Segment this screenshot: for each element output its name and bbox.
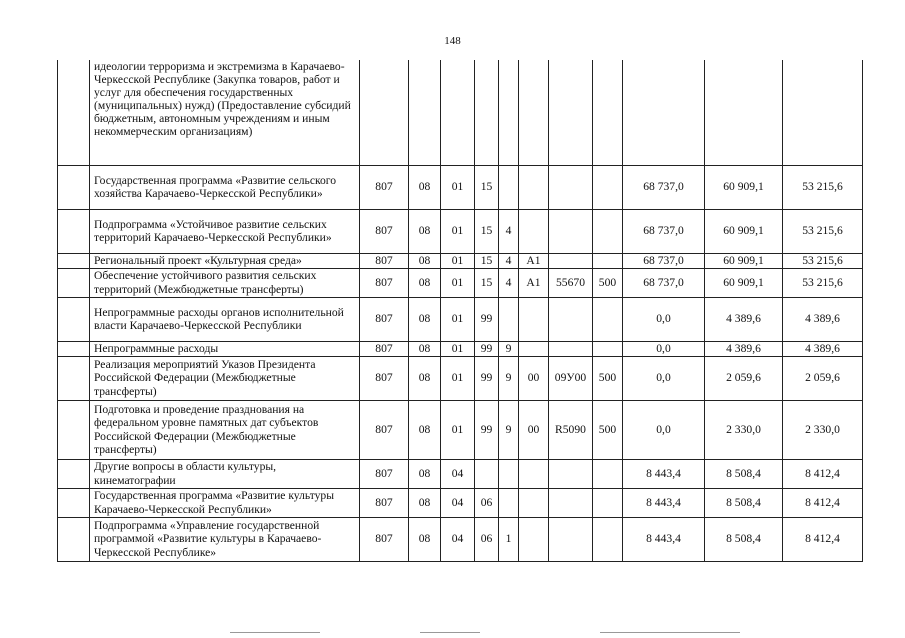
expense-type-cell bbox=[593, 209, 623, 253]
section-code-cell: 08 bbox=[409, 400, 441, 459]
empty-cell bbox=[58, 297, 90, 341]
row-name-cell: Государственная программа «Развитие сельского хозяйства Карачаево-Черкесской Республики» bbox=[90, 165, 360, 209]
ministry-code-cell: 807 bbox=[360, 268, 409, 297]
empty-cell bbox=[58, 165, 90, 209]
program-code-cell: 15 bbox=[475, 253, 499, 268]
amount-col1-cell: 0,0 bbox=[623, 356, 705, 400]
table-row bbox=[58, 341, 863, 356]
amount-col2-cell: 60 909,1 bbox=[705, 209, 783, 253]
amount-col3-cell: 8 412,4 bbox=[783, 488, 863, 517]
program-code-cell: 99 bbox=[475, 297, 499, 341]
program-code-cell bbox=[475, 459, 499, 488]
subsection-code-cell: 04 bbox=[441, 488, 475, 517]
page-number: 148 bbox=[444, 35, 461, 47]
row-name-cell: Государственная программа «Развитие культуры Карачаево-Черкесской Республики» bbox=[90, 488, 360, 517]
subsection-code-cell: 01 bbox=[441, 341, 475, 356]
empty-cell bbox=[58, 517, 90, 561]
expense-type-cell bbox=[593, 297, 623, 341]
amount-col3-cell: 2 330,0 bbox=[783, 400, 863, 459]
amount-col2-cell: 60 909,1 bbox=[705, 268, 783, 297]
table-row bbox=[58, 253, 863, 268]
direction-code-cell bbox=[549, 209, 593, 253]
row-name-cell: Другие вопросы в области культуры, кинематографии bbox=[90, 459, 360, 488]
direction-code-cell bbox=[549, 253, 593, 268]
subprogram-code-cell bbox=[499, 60, 519, 165]
amount-col1-cell: 68 737,0 bbox=[623, 268, 705, 297]
amount-col1-cell: 0,0 bbox=[623, 341, 705, 356]
program-code-cell: 15 bbox=[475, 209, 499, 253]
subsection-code-cell: 04 bbox=[441, 459, 475, 488]
table-row bbox=[58, 517, 863, 561]
row-name-cell: идеологии терроризма и экстремизма в Карачаево-Черкесской Республике (Закупка товаров, работ и услуг для обеспечения государственных (муниципальных) нужд) (Предоставление субсидий бюджетным, автономным учреждениям и иным некоммерческим организациям) bbox=[90, 60, 360, 165]
section-code-cell bbox=[409, 60, 441, 165]
empty-cell bbox=[58, 400, 90, 459]
row-name-cell: Региональный проект «Культурная среда» bbox=[90, 253, 360, 268]
expense-type-cell bbox=[593, 488, 623, 517]
ministry-code-cell: 807 bbox=[360, 297, 409, 341]
empty-cell bbox=[58, 488, 90, 517]
amount-col2-cell: 60 909,1 bbox=[705, 165, 783, 209]
program-code-cell: 99 bbox=[475, 341, 499, 356]
row-name-cell: Реализация мероприятий Указов Президента Российской Федерации (Межбюджетные трансферты) bbox=[90, 356, 360, 400]
row-name-cell: Непрограммные расходы органов исполнительной власти Карачаево-Черкесской Республики bbox=[90, 297, 360, 341]
project-code-cell bbox=[519, 209, 549, 253]
ministry-code-cell: 807 bbox=[360, 459, 409, 488]
amount-col3-cell: 4 389,6 bbox=[783, 297, 863, 341]
subsection-code-cell: 01 bbox=[441, 268, 475, 297]
expense-type-cell: 500 bbox=[593, 400, 623, 459]
ministry-code-cell: 807 bbox=[360, 165, 409, 209]
direction-code-cell: R5090 bbox=[549, 400, 593, 459]
amount-col1-cell bbox=[623, 60, 705, 165]
subsection-code-cell: 01 bbox=[441, 253, 475, 268]
amount-col2-cell: 4 389,6 bbox=[705, 297, 783, 341]
amount-col3-cell: 53 215,6 bbox=[783, 268, 863, 297]
amount-col3-cell: 53 215,6 bbox=[783, 253, 863, 268]
amount-col3-cell: 8 412,4 bbox=[783, 459, 863, 488]
program-code-cell: 99 bbox=[475, 400, 499, 459]
ministry-code-cell: 807 bbox=[360, 488, 409, 517]
direction-code-cell bbox=[549, 341, 593, 356]
scan-artifact bbox=[230, 632, 320, 633]
row-name-cell: Обеспечение устойчивого развития сельских территорий (Межбюджетные трансферты) bbox=[90, 268, 360, 297]
amount-col3-cell: 53 215,6 bbox=[783, 165, 863, 209]
direction-code-cell: 09У00 bbox=[549, 356, 593, 400]
subprogram-code-cell: 4 bbox=[499, 268, 519, 297]
project-code-cell bbox=[519, 488, 549, 517]
empty-cell bbox=[58, 268, 90, 297]
table-row bbox=[58, 297, 863, 341]
project-code-cell: 00 bbox=[519, 400, 549, 459]
amount-col2-cell: 4 389,6 bbox=[705, 341, 783, 356]
section-code-cell: 08 bbox=[409, 356, 441, 400]
subsection-code-cell: 01 bbox=[441, 209, 475, 253]
project-code-cell: A1 bbox=[519, 253, 549, 268]
scan-artifact bbox=[420, 632, 480, 633]
program-code-cell bbox=[475, 60, 499, 165]
project-code-cell bbox=[519, 341, 549, 356]
table-row bbox=[58, 165, 863, 209]
ministry-code-cell: 807 bbox=[360, 253, 409, 268]
table-row bbox=[58, 209, 863, 253]
table-row bbox=[58, 356, 863, 400]
row-name-cell: Подпрограмма «Управление государственной программой «Развитие культуры в Карачаево-Черкесской Республике» bbox=[90, 517, 360, 561]
ministry-code-cell: 807 bbox=[360, 400, 409, 459]
table-row bbox=[58, 459, 863, 488]
expense-type-cell bbox=[593, 341, 623, 356]
project-code-cell: 00 bbox=[519, 356, 549, 400]
scan-artifact bbox=[600, 632, 740, 633]
expense-type-cell bbox=[593, 253, 623, 268]
section-code-cell: 08 bbox=[409, 165, 441, 209]
section-code-cell: 08 bbox=[409, 268, 441, 297]
amount-col2-cell bbox=[705, 60, 783, 165]
subprogram-code-cell: 4 bbox=[499, 253, 519, 268]
direction-code-cell bbox=[549, 297, 593, 341]
amount-col1-cell: 8 443,4 bbox=[623, 488, 705, 517]
empty-cell bbox=[58, 60, 90, 165]
expense-type-cell: 500 bbox=[593, 268, 623, 297]
direction-code-cell bbox=[549, 60, 593, 165]
program-code-cell: 15 bbox=[475, 165, 499, 209]
program-code-cell: 06 bbox=[475, 517, 499, 561]
amount-col3-cell: 4 389,6 bbox=[783, 341, 863, 356]
amount-col3-cell bbox=[783, 60, 863, 165]
amount-col2-cell: 8 508,4 bbox=[705, 488, 783, 517]
direction-code-cell bbox=[549, 488, 593, 517]
amount-col1-cell: 0,0 bbox=[623, 400, 705, 459]
project-code-cell bbox=[519, 297, 549, 341]
project-code-cell bbox=[519, 517, 549, 561]
amount-col1-cell: 68 737,0 bbox=[623, 165, 705, 209]
ministry-code-cell: 807 bbox=[360, 517, 409, 561]
subprogram-code-cell: 9 bbox=[499, 341, 519, 356]
subprogram-code-cell: 1 bbox=[499, 517, 519, 561]
subsection-code-cell: 01 bbox=[441, 356, 475, 400]
subprogram-code-cell: 9 bbox=[499, 400, 519, 459]
section-code-cell: 08 bbox=[409, 297, 441, 341]
empty-cell bbox=[58, 356, 90, 400]
project-code-cell bbox=[519, 459, 549, 488]
direction-code-cell bbox=[549, 517, 593, 561]
amount-col1-cell: 0,0 bbox=[623, 297, 705, 341]
amount-col2-cell: 2 330,0 bbox=[705, 400, 783, 459]
section-code-cell: 08 bbox=[409, 488, 441, 517]
program-code-cell: 15 bbox=[475, 268, 499, 297]
amount-col2-cell: 8 508,4 bbox=[705, 459, 783, 488]
project-code-cell: A1 bbox=[519, 268, 549, 297]
table-row bbox=[58, 488, 863, 517]
row-name-cell: Подготовка и проведение празднования на федеральном уровне памятных дат субъектов Российской Федерации (Межбюджетные трансферты) bbox=[90, 400, 360, 459]
table-row bbox=[58, 60, 863, 165]
budget-table bbox=[57, 60, 863, 562]
amount-col1-cell: 68 737,0 bbox=[623, 253, 705, 268]
program-code-cell: 06 bbox=[475, 488, 499, 517]
expense-type-cell bbox=[593, 60, 623, 165]
empty-cell bbox=[58, 253, 90, 268]
empty-cell bbox=[58, 341, 90, 356]
row-name-cell: Подпрограмма «Устойчивое развитие сельских территорий Карачаево-Черкесской Республики» bbox=[90, 209, 360, 253]
ministry-code-cell: 807 bbox=[360, 209, 409, 253]
direction-code-cell bbox=[549, 459, 593, 488]
program-code-cell: 99 bbox=[475, 356, 499, 400]
subprogram-code-cell bbox=[499, 297, 519, 341]
expense-type-cell bbox=[593, 165, 623, 209]
direction-code-cell bbox=[549, 165, 593, 209]
project-code-cell bbox=[519, 60, 549, 165]
project-code-cell bbox=[519, 165, 549, 209]
table-row bbox=[58, 400, 863, 459]
amount-col3-cell: 8 412,4 bbox=[783, 517, 863, 561]
section-code-cell: 08 bbox=[409, 459, 441, 488]
section-code-cell: 08 bbox=[409, 517, 441, 561]
subsection-code-cell: 01 bbox=[441, 297, 475, 341]
expense-type-cell bbox=[593, 517, 623, 561]
section-code-cell: 08 bbox=[409, 341, 441, 356]
amount-col2-cell: 2 059,6 bbox=[705, 356, 783, 400]
section-code-cell: 08 bbox=[409, 253, 441, 268]
subsection-code-cell: 01 bbox=[441, 165, 475, 209]
subsection-code-cell: 01 bbox=[441, 400, 475, 459]
amount-col2-cell: 60 909,1 bbox=[705, 253, 783, 268]
direction-code-cell: 55670 bbox=[549, 268, 593, 297]
amount-col2-cell: 8 508,4 bbox=[705, 517, 783, 561]
subprogram-code-cell bbox=[499, 165, 519, 209]
amount-col1-cell: 8 443,4 bbox=[623, 459, 705, 488]
subprogram-code-cell bbox=[499, 459, 519, 488]
subprogram-code-cell: 9 bbox=[499, 356, 519, 400]
subsection-code-cell: 04 bbox=[441, 517, 475, 561]
expense-type-cell bbox=[593, 459, 623, 488]
subprogram-code-cell bbox=[499, 488, 519, 517]
ministry-code-cell: 807 bbox=[360, 341, 409, 356]
row-name-cell: Непрограммные расходы bbox=[90, 341, 360, 356]
subprogram-code-cell: 4 bbox=[499, 209, 519, 253]
subsection-code-cell bbox=[441, 60, 475, 165]
empty-cell bbox=[58, 209, 90, 253]
amount-col3-cell: 53 215,6 bbox=[783, 209, 863, 253]
amount-col1-cell: 8 443,4 bbox=[623, 517, 705, 561]
empty-cell bbox=[58, 459, 90, 488]
ministry-code-cell bbox=[360, 60, 409, 165]
expense-type-cell: 500 bbox=[593, 356, 623, 400]
table-row bbox=[58, 268, 863, 297]
ministry-code-cell: 807 bbox=[360, 356, 409, 400]
amount-col1-cell: 68 737,0 bbox=[623, 209, 705, 253]
amount-col3-cell: 2 059,6 bbox=[783, 356, 863, 400]
section-code-cell: 08 bbox=[409, 209, 441, 253]
